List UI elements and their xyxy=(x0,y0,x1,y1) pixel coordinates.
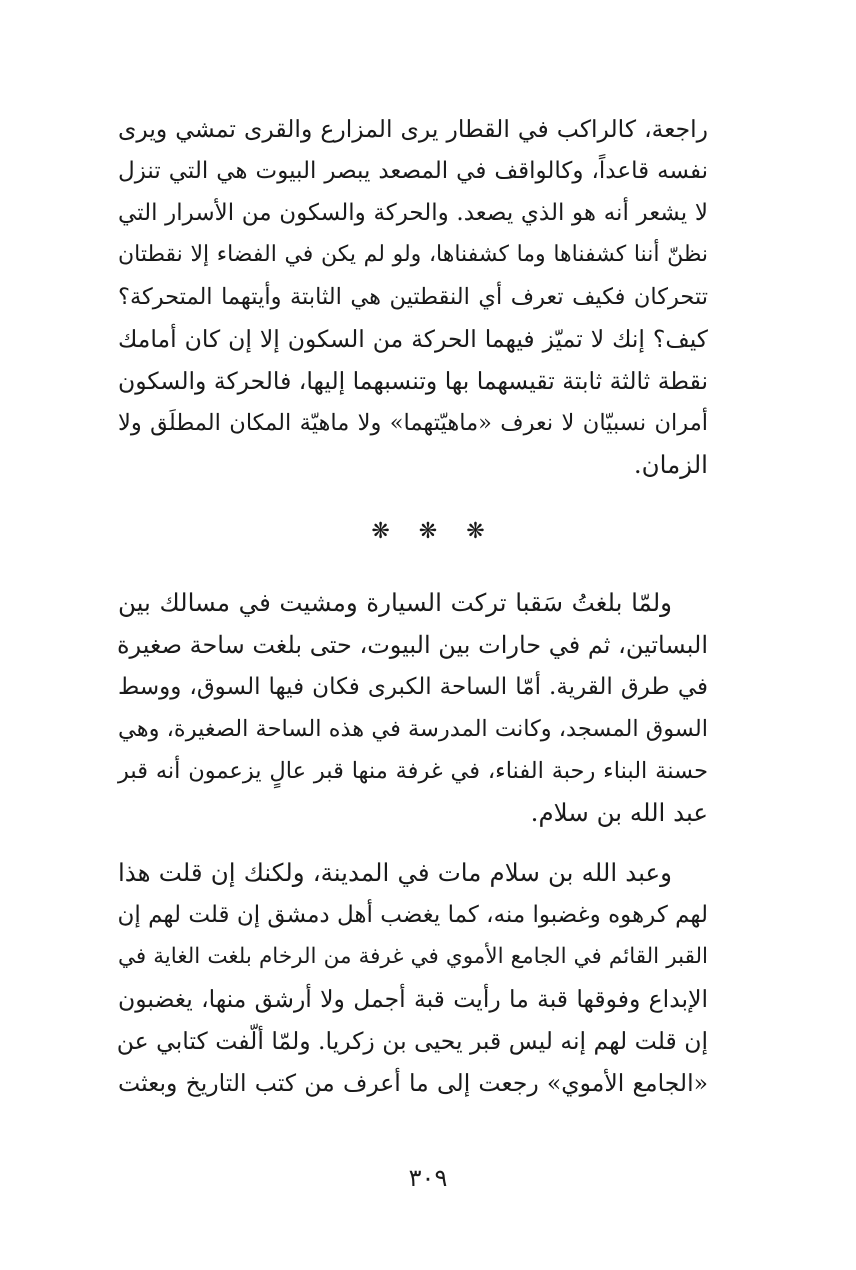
text-line: كيف؟ إنك لا تميّز فيهما الحركة من السكون إلا إن كان أمامك xyxy=(118,325,708,353)
text-line: عبد الله بن سلام. xyxy=(530,798,708,827)
text-line: السوق المسجد، وكانت المدرسة في هذه الساحة الصغيرة، وهي xyxy=(118,716,708,742)
page-number: ٣٠٩ xyxy=(408,1164,448,1192)
text-line: وعبد الله بن سلام مات في المدينة، ولكنك إن قلت هذا xyxy=(118,858,672,887)
text-line: أمران نسبيّان لا نعرف «ماهيّتهما» ولا ماهيّة المكان المطلَق ولا xyxy=(118,410,708,436)
text-line: في طرق القرية. أمّا الساحة الكبرى فكان فيها السوق، ووسط xyxy=(118,674,708,700)
asterism-icon: ❋ xyxy=(466,519,485,544)
text-line: نفسه قاعداً، وكالواقف في المصعد يبصر البيوت هي التي تنزل xyxy=(118,158,708,184)
text-line: ولمّا بلغتُ سَقبا تركت السيارة ومشيت في مسالك بين xyxy=(118,588,672,617)
section-separator xyxy=(0,512,856,552)
paragraph-1 xyxy=(118,108,708,486)
text-line: راجعة، كالراكب في القطار يرى المزارع والقرى تمشي ويرى xyxy=(118,115,708,143)
text-line: نقطة ثالثة ثابتة تقيسهما بها وتنسبهما إليها، فالحركة والسكون xyxy=(118,367,708,395)
text-line: إن قلت لهم إنه ليس قبر يحيى بن زكريا. ولمّا ألّفت كتابي عن xyxy=(116,1027,708,1055)
paragraph-3 xyxy=(118,852,708,1104)
paragraph-2 xyxy=(118,582,708,834)
text-line: القبر القائم في الجامع الأموي في غرفة من الرخام بلغت الغاية في xyxy=(118,944,708,969)
asterism-icon: ❋ xyxy=(418,519,438,544)
text-line: لهم كرهوه وغضبوا منه، كما يغضب أهل دمشق إن قلت لهم إن xyxy=(117,902,708,928)
text-line: الإبداع وفوقها قبة ما رأيت قبة أجمل ولا أرشق منها، يغضبون xyxy=(118,985,708,1013)
text-line: الزمان. xyxy=(633,450,708,479)
text-line: حسنة البناء رحبة الفناء، في غرفة منها قبر عالٍ يزعمون أنه قبر xyxy=(118,758,708,784)
text-line: «الجامع الأموي» رجعت إلى ما أعرف من كتب التاريخ وبعثت xyxy=(118,1069,708,1097)
text-line: تتحركان فكيف تعرف أي النقطتين هي الثابتة وأيتهما المتحركة؟ xyxy=(118,284,708,310)
text-line: لا يشعر أنه هو الذي يصعد. والحركة والسكون من الأسرار التي xyxy=(118,200,708,226)
text-line: نظنّ أننا كشفناها وما كشفناها، ولو لم يكن في الفضاء إلا نقطتان xyxy=(118,242,708,267)
asterism-icon: ❋ xyxy=(371,519,390,544)
text-line: البساتين، ثم في حارات بين البيوت، حتى بلغت ساحة صغيرة xyxy=(116,631,708,659)
